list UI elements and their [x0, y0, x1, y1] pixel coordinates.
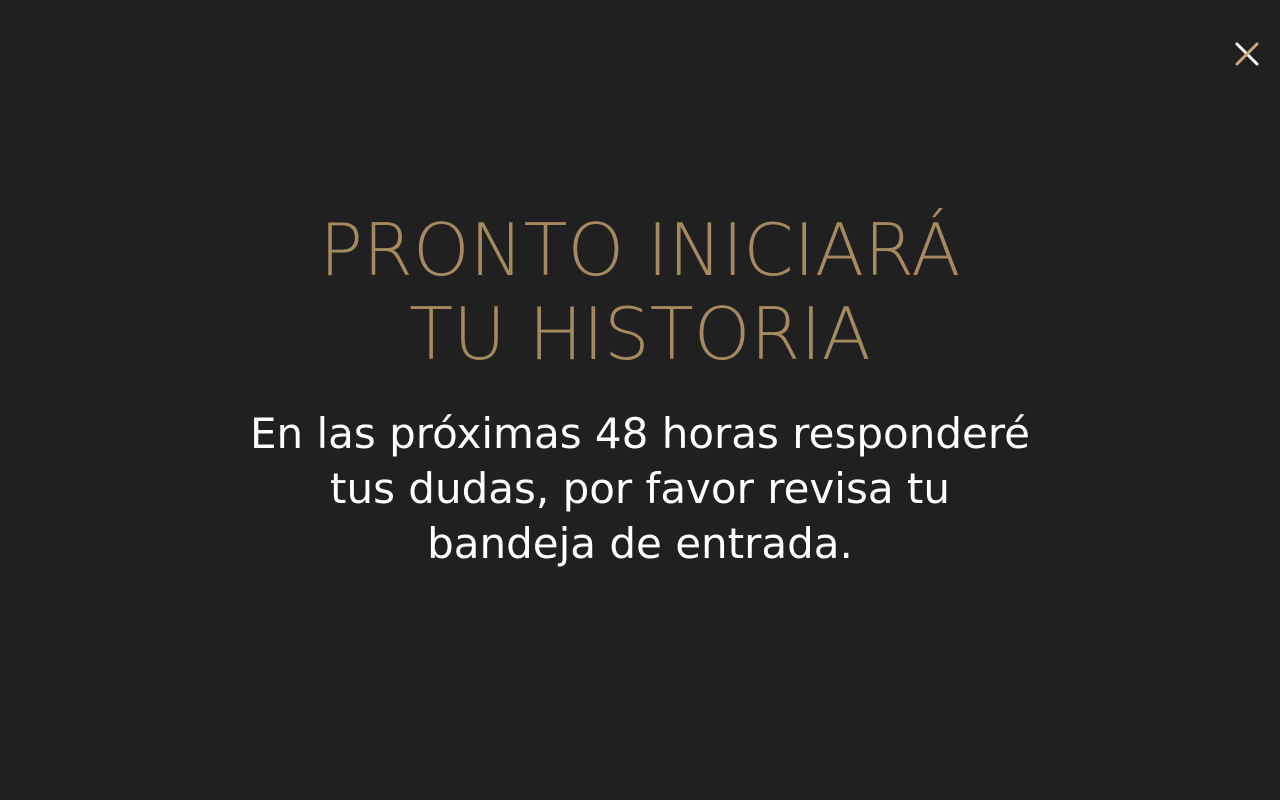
modal-title-line-2: TU HISTORIA — [409, 292, 871, 376]
modal-content — [0, 208, 1280, 571]
modal-message-line-2: tus dudas, por favor revisa tu — [329, 464, 950, 513]
modal-title-line-1: PRONTO INICIARÁ — [319, 208, 961, 292]
close-button[interactable] — [1233, 40, 1261, 68]
modal-message — [240, 406, 1040, 571]
modal-message-line-3: bandeja de entrada. — [427, 519, 853, 568]
modal-message-line-1: En las próximas 48 horas responderé — [249, 409, 1031, 458]
close-icon — [1233, 40, 1261, 68]
modal-title — [0, 208, 1280, 376]
